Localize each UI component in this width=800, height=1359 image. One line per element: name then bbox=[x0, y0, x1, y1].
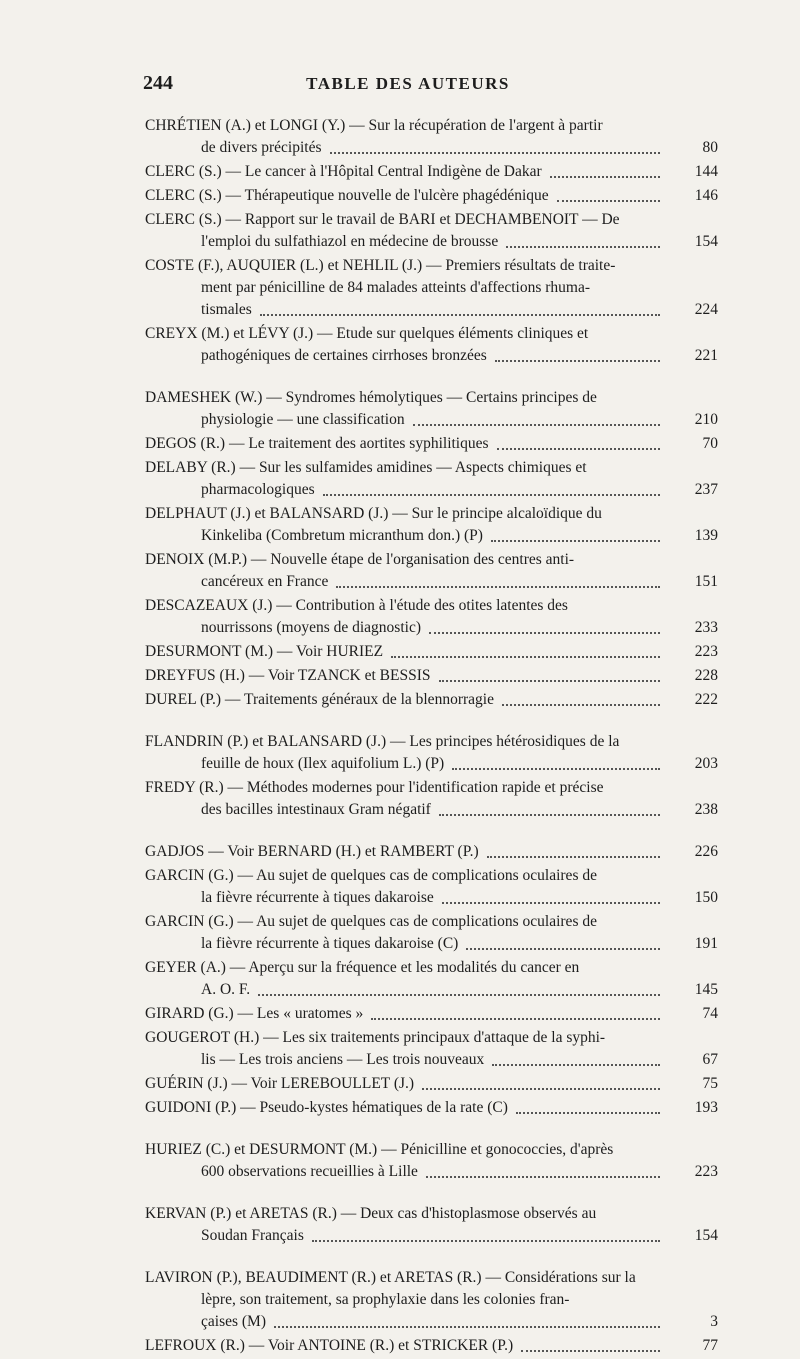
page-reference: 150 bbox=[694, 889, 718, 906]
index-entry bbox=[145, 1097, 718, 1119]
entry-text: DAMESHEK (W.) — Syndromes hémolytiques — Certains principes de bbox=[145, 389, 597, 406]
index-entry bbox=[145, 1335, 718, 1357]
leader-dots bbox=[452, 768, 660, 770]
index-entry bbox=[145, 185, 718, 207]
index-entry bbox=[145, 865, 718, 909]
index-entry bbox=[145, 689, 718, 711]
index-entry bbox=[145, 595, 718, 639]
page-number: 244 bbox=[143, 72, 173, 94]
page-reference: 154 bbox=[694, 1227, 718, 1244]
leader-dots bbox=[521, 1350, 660, 1352]
entry-text: GARCIN (G.) — Au sujet de quelques cas de complications oculaires de bbox=[145, 913, 597, 930]
page-reference: 70 bbox=[702, 435, 718, 452]
entry-text: KERVAN (P.) et ARETAS (R.) — Deux cas d'histoplasmose observés au bbox=[145, 1205, 597, 1222]
entry-text: çaises (M) bbox=[201, 1313, 266, 1330]
leader-dots bbox=[506, 246, 660, 248]
entry-text: tismales bbox=[201, 301, 252, 318]
index-entry bbox=[145, 457, 718, 501]
entry-text: Soudan Français bbox=[201, 1227, 304, 1244]
entry-text: LEFROUX (R.) — Voir ANTOINE (R.) et STRICKER (P.) bbox=[145, 1337, 514, 1354]
page-reference: 203 bbox=[694, 755, 718, 772]
entry-text: DENOIX (M.P.) — Nouvelle étape de l'organisation des centres anti- bbox=[145, 551, 575, 568]
index-entry bbox=[145, 387, 718, 431]
entry-text: DEGOS (R.) — Le traitement des aortites syphilitiques bbox=[145, 435, 489, 452]
page-reference: 233 bbox=[694, 619, 718, 636]
entry-text: COSTE (F.), AUQUIER (L.) et NEHLIL (J.) — Premiers résultats de traite- bbox=[145, 257, 616, 274]
page-reference: 221 bbox=[694, 347, 718, 364]
page-reference: 228 bbox=[694, 667, 718, 684]
page-reference: 139 bbox=[694, 527, 718, 544]
page-reference: 74 bbox=[702, 1005, 718, 1022]
entry-text: GUÉRIN (J.) — Voir LEREBOULLET (J.) bbox=[145, 1075, 415, 1092]
page-reference: 222 bbox=[694, 691, 718, 708]
index-entry bbox=[145, 1203, 718, 1247]
page-reference: 193 bbox=[694, 1099, 718, 1116]
page-reference: 223 bbox=[694, 1163, 718, 1180]
entry-text: physiologie — une classification bbox=[201, 411, 405, 428]
entry-text: GADJOS — Voir BERNARD (H.) et RAMBERT (P.) bbox=[145, 843, 479, 860]
index-entry bbox=[145, 957, 718, 1001]
index-entry bbox=[145, 115, 718, 159]
entry-text: nourrissons (moyens de diagnostic) bbox=[201, 619, 421, 636]
leader-dots bbox=[391, 656, 660, 658]
index-entry bbox=[145, 665, 718, 687]
leader-dots bbox=[466, 948, 660, 950]
entry-text: cancéreux en France bbox=[201, 573, 329, 590]
index-entry bbox=[145, 1073, 718, 1095]
page-reference: 145 bbox=[694, 981, 718, 998]
entry-text: GIRARD (G.) — Les « uratomes » bbox=[145, 1005, 364, 1022]
author-index-list bbox=[145, 115, 718, 1359]
leader-dots bbox=[323, 494, 660, 496]
entry-text: DREYFUS (H.) — Voir TZANCK et BESSIS bbox=[145, 667, 431, 684]
leader-dots bbox=[557, 200, 660, 202]
entry-text: DESURMONT (M.) — Voir HURIEZ bbox=[145, 643, 384, 660]
entry-text: GOUGEROT (H.) — Les six traitements principaux d'attaque de la syphi- bbox=[145, 1029, 606, 1046]
index-entry bbox=[145, 1267, 718, 1333]
entry-text: CREYX (M.) et LÉVY (J.) — Etude sur quelques éléments cliniques et bbox=[145, 325, 589, 342]
page-reference: 146 bbox=[694, 187, 718, 204]
page-reference: 223 bbox=[694, 643, 718, 660]
entry-text: pharmacologiques bbox=[201, 481, 315, 498]
entry-text: FLANDRIN (P.) et BALANSARD (J.) — Les principes hétérosidiques de la bbox=[145, 733, 620, 750]
entry-text: feuille de houx (Ilex aquifolium L.) (P) bbox=[201, 755, 445, 772]
entry-text: lèpre, son traitement, sa prophylaxie dans les colonies fran- bbox=[201, 1291, 570, 1308]
entry-text: DUREL (P.) — Traitements généraux de la blennorragie bbox=[145, 691, 494, 708]
entry-text: lis — Les trois anciens — Les trois nouveaux bbox=[201, 1051, 485, 1068]
leader-dots bbox=[550, 176, 660, 178]
index-entry bbox=[145, 549, 718, 593]
entry-text: DELABY (R.) — Sur les sulfamides amidines — Aspects chimiques et bbox=[145, 459, 587, 476]
page-reference: 237 bbox=[694, 481, 718, 498]
leader-dots bbox=[260, 314, 660, 316]
entry-text: FREDY (R.) — Méthodes modernes pour l'identification rapide et précise bbox=[145, 779, 604, 796]
page-header bbox=[143, 72, 673, 102]
leader-dots bbox=[371, 1018, 660, 1020]
index-entry bbox=[145, 1027, 718, 1071]
index-entry bbox=[145, 503, 718, 547]
leader-dots bbox=[336, 586, 660, 588]
entry-text: la fièvre récurrente à tiques dakaroise (C) bbox=[201, 935, 459, 952]
running-title: TABLE DES AUTEURS bbox=[306, 74, 510, 93]
index-entry bbox=[145, 731, 718, 775]
page-reference: 224 bbox=[694, 301, 718, 318]
page-reference: 75 bbox=[702, 1075, 718, 1092]
page-reference: 151 bbox=[694, 573, 718, 590]
leader-dots bbox=[426, 1176, 660, 1178]
entry-text: HURIEZ (C.) et DESURMONT (M.) — Pénicilline et gonococcies, d'après bbox=[145, 1141, 614, 1158]
entry-text: DELPHAUT (J.) et BALANSARD (J.) — Sur le principe alcaloïdique du bbox=[145, 505, 602, 522]
index-entry bbox=[145, 1139, 718, 1183]
entry-text: Kinkeliba (Combretum micranthum don.) (P) bbox=[201, 527, 483, 544]
entry-text: CLERC (S.) — Le cancer à l'Hôpital Central Indigène de Dakar bbox=[145, 163, 542, 180]
leader-dots bbox=[516, 1112, 660, 1114]
entry-text: CLERC (S.) — Rapport sur le travail de BARI et DECHAMBENOIT — De bbox=[145, 211, 620, 228]
entry-text: l'emploi du sulfathiazol en médecine de brousse bbox=[201, 233, 499, 250]
page-reference: 226 bbox=[694, 843, 718, 860]
index-entry bbox=[145, 911, 718, 955]
leader-dots bbox=[497, 448, 660, 450]
page-reference: 154 bbox=[694, 233, 718, 250]
index-entry bbox=[145, 433, 718, 455]
page-reference: 3 bbox=[710, 1313, 718, 1330]
leader-dots bbox=[422, 1088, 660, 1090]
entry-text: A. O. F. bbox=[201, 981, 251, 998]
entry-text: pathogéniques de certaines cirrhoses bronzées bbox=[201, 347, 487, 364]
leader-dots bbox=[413, 424, 660, 426]
index-entry bbox=[145, 323, 718, 367]
index-entry bbox=[145, 161, 718, 183]
entry-text: CLERC (S.) — Thérapeutique nouvelle de l'ulcère phagédénique bbox=[145, 187, 549, 204]
entry-text: GARCIN (G.) — Au sujet de quelques cas de complications oculaires de bbox=[145, 867, 597, 884]
index-entry bbox=[145, 1003, 718, 1025]
entry-text: CHRÉTIEN (A.) et LONGI (Y.) — Sur la récupération de l'argent à partir bbox=[145, 117, 603, 134]
entry-text: LAVIRON (P.), BEAUDIMENT (R.) et ARETAS (R.) — Considérations sur la bbox=[145, 1269, 636, 1286]
leader-dots bbox=[487, 856, 660, 858]
leader-dots bbox=[312, 1240, 660, 1242]
leader-dots bbox=[492, 1064, 660, 1066]
entry-text: la fièvre récurrente à tiques dakaroise bbox=[201, 889, 434, 906]
page-reference: 238 bbox=[694, 801, 718, 818]
page-reference: 210 bbox=[694, 411, 718, 428]
page-reference: 77 bbox=[702, 1337, 718, 1354]
page-reference: 67 bbox=[702, 1051, 718, 1068]
index-entry bbox=[145, 641, 718, 663]
page-reference: 144 bbox=[694, 163, 718, 180]
leader-dots bbox=[274, 1326, 660, 1328]
entry-text: GUIDONI (P.) — Pseudo-kystes hématiques de la rate (C) bbox=[145, 1099, 508, 1116]
entry-text: ment par pénicilline de 84 malades atteints d'affections rhuma- bbox=[201, 279, 591, 296]
index-entry bbox=[145, 209, 718, 253]
index-entry bbox=[145, 777, 718, 821]
leader-dots bbox=[495, 360, 660, 362]
leader-dots bbox=[502, 704, 660, 706]
leader-dots bbox=[258, 994, 660, 996]
entry-text: GEYER (A.) — Aperçu sur la fréquence et les modalités du cancer en bbox=[145, 959, 580, 976]
entry-text: des bacilles intestinaux Gram négatif bbox=[201, 801, 431, 818]
index-entry bbox=[145, 255, 718, 321]
leader-dots bbox=[429, 632, 660, 634]
leader-dots bbox=[439, 680, 660, 682]
leader-dots bbox=[442, 902, 660, 904]
entry-text: 600 observations recueillies à Lille bbox=[201, 1163, 418, 1180]
page-reference: 191 bbox=[694, 935, 718, 952]
entry-text: DESCAZEAUX (J.) — Contribution à l'étude des otites latentes des bbox=[145, 597, 568, 614]
leader-dots bbox=[330, 152, 660, 154]
leader-dots bbox=[491, 540, 660, 542]
entry-text: de divers précipités bbox=[201, 139, 322, 156]
page-reference: 80 bbox=[702, 139, 718, 156]
index-entry bbox=[145, 841, 718, 863]
leader-dots bbox=[439, 814, 660, 816]
